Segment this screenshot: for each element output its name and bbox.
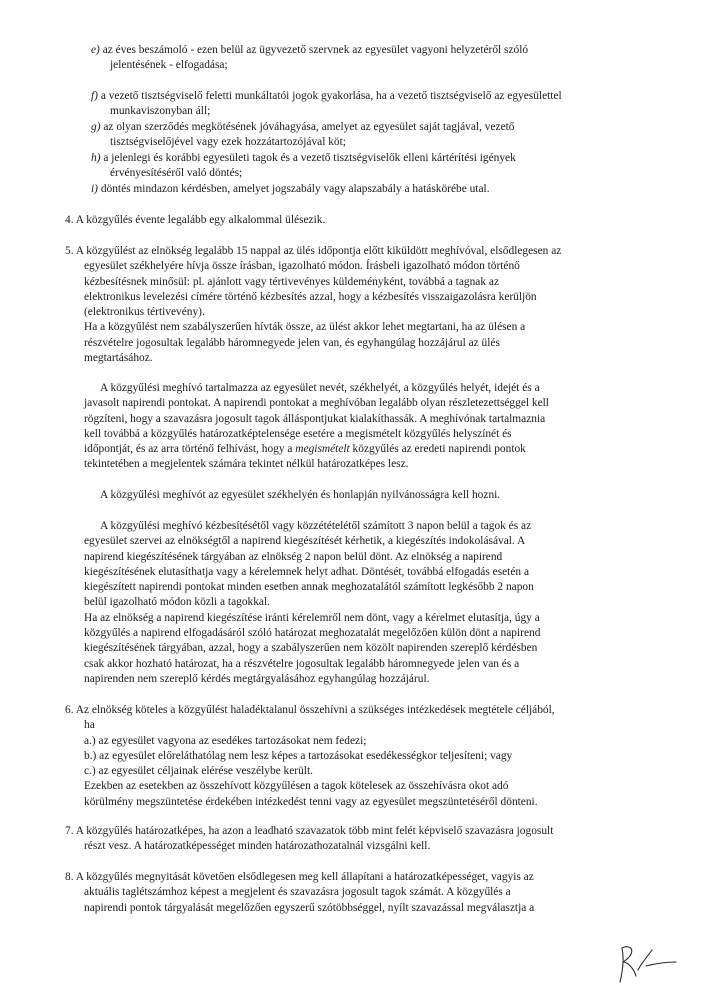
paragraph-6: 6. Az elnökség köteles a közgyűlést haladéktalanul összehívni a szükséges intézkedések megtétele céljából, ha a.) az egyesület vagyona az esedékes tartozásokat nem fedezi; b.) az egyesület előreláthatólag nem lesz képes a tartozásokat esedékességkor teljesíteni; vagy c.) az egyesület céljainak elérése veszélybe került. Ezekben az esetekben az összehívott közgyűlésen a tagok kötelesek az összehívásra okot adó körülmény megszüntetése érdekében intézkedést tenni vagy az egyesület megszüntetéséről dönteni. xyxy=(65,704,555,808)
handwritten-signature-icon xyxy=(612,940,682,988)
item-g: g) az olyan szerződés megkötésének jóváhagyása, amelyet az egyesület saját tagjával, vezető tisztségviselőjével vagy ezek hozzátartozójával köt; xyxy=(91,121,515,149)
paragraph-8: 8. A közgyűlés megnyitását követően elsődlegesen meg kell állapítani a határozatképességet, vagyis az aktuális taglétszámhoz képest a megjelent és szavazásra jogosult tagok számát. A közgyűlés a napirendi pontok tárgyalását megelőzően egyszerű szótöbbséggel, nyílt szavazással megválasztja a xyxy=(65,871,535,914)
paragraph-7: 7. A közgyűlés határozatképes, ha azon a leadható szavazatok több mint felét képviselő szavazásra jogosult részt vesz. A határozatképességet minden határozathozatalnál vizsgálni kell. xyxy=(65,825,554,853)
item-h: h) a jelenlegi és korábbi egyesületi tagok és a vezető tisztségviselők elleni kártérítési igények érvényesítéséről való döntés; xyxy=(91,152,516,180)
item-f: f) a vezető tisztségviselő feletti munkáltatói jogok gyakorlása, ha a vezető tisztségviselő az egyesülettel munkaviszonyban áll; xyxy=(91,90,562,118)
item-i: i) döntés mindazon kérdésben, amelyet jogszabály vagy alapszabály a hatáskörébe utal. xyxy=(91,183,490,195)
item-e: e) az éves beszámoló - ezen belül az ügyvezető szervnek az egyesület vagyoni helyzetéről szóló jelentésének - elfogadása; xyxy=(91,44,529,72)
paragraph-5-meghivo-tartalma: A közgyűlési meghívó tartalmazza az egyesület nevét, székhelyét, a közgyűlés helyét, idejét és a javasolt napirendi pontokat. A napirendi pontokat a meghívóban legalább olyan részletezettséggel kell rögzíteni, hogy a szavazásra jogosult tagok álláspontjukat kialakíthassák. A meghívónak tartalmaznia kell továbbá a közgyűlés határozatképtelensége esetére a megismételt közgyűlés helyszínét és időpontját, és az arra történő felhívást, hogy a megismételt közgyűlés az eredeti napirendi pontok tekintetében a megjelentek számára tekintet nélkül határozatképes lesz. xyxy=(84,382,549,471)
paragraph-5-nyilvanossag: A közgyűlési meghívót az egyesület székhelyén és honlapján nyilvánosságra kell hozni. xyxy=(100,489,501,501)
paragraph-5-napirend-kiegeszites: A közgyűlési meghívó kézbesítésétől vagy közzétételétől számított 3 napon belül a tagok és az egyesület szervei az elnökségtől a napirend kiegészítését kérhetik, a kiegészítés indokolásával. A napirend kiegészítésének tárgyában az elnökség 2 napon belül dönt. Az elnökség a napirend kiegészítésének elutasíthatja vagy a kérelemnek helyt adhat. Döntését, továbbá elfogadás esetén a kiegészített napirendi pontokat minden esetben annak meghozatalától számított legkésőbb 2 napon belül igazolható módon közli a tagokkal. Ha az elnökség a napirend kiegészítése iránti kérelemről nem dönt, vagy a kérelmet elutasítja, úgy a közgyűlés a napirend elfogadásáról szóló határozat meghozatalát megelőzően külön dönt a napirend kiegészítésének tárgyában, azzal, hogy a szabályszerűen nem közölt napirenden szereplő kérdésben csak akkor hozható határozat, ha a részvételre jogosultak legalább háromnegyede jelen van és a napirenden nem szereplő kérdés megtárgyalásához egyhangúlag hozzájárul. xyxy=(84,520,541,685)
paragraph-4: 4. A közgyűlés évente legalább egy alkalommal ülésezik. xyxy=(65,214,326,226)
paragraph-5: 5. A közgyűlést az elnökség legalább 15 nappal az ülés időpontja előtt kiküldött meghívóval, elsődlegesen az egyesület székhelyére hívja össze írásban, igazolható módon. Írásbeli igazolható módon történő kézbesítésnek minősül: pl. ajánlott vagy tértivevényes küldeményként, továbbá a tagnak az elektronikus levelezési címére történő kézbesítés azzal, hogy a kézbesítés visszaigazolásra kerüljön (elektronikus tértivevény). Ha a közgyűlést nem szabályszerűen hívták össze, az ülést akkor lehet megtartani, ha az ülésen a részvételre jogosultak legalább háromnegyede jelen van, és egyhangúlag hozzájárul az ülés megtartásához. xyxy=(65,245,562,365)
